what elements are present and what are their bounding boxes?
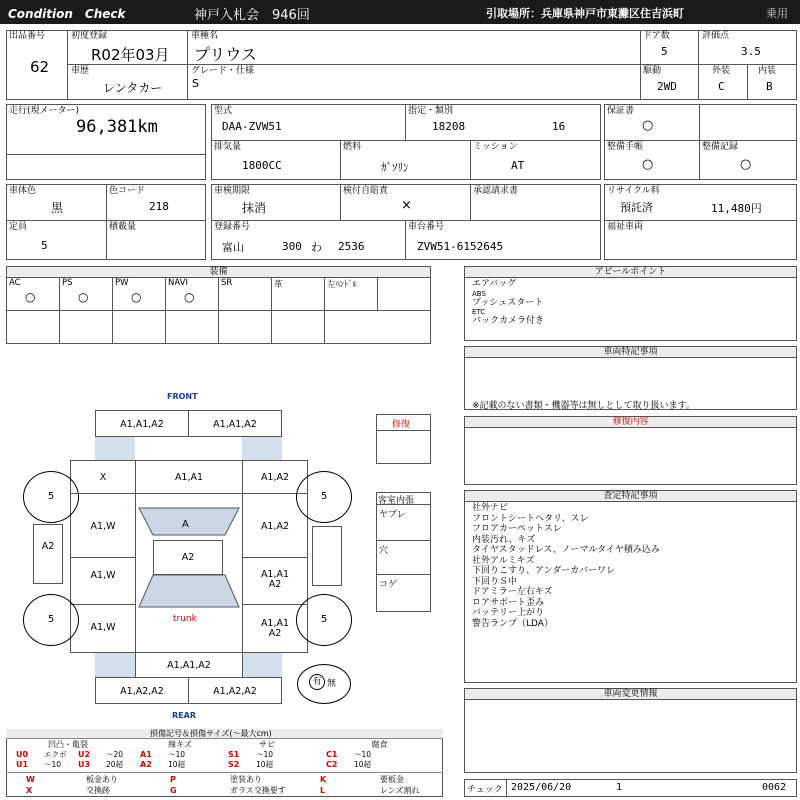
check-serial: 0062 bbox=[762, 782, 787, 793]
reg-class: 300 bbox=[282, 240, 302, 253]
legend-code: X bbox=[26, 786, 33, 795]
first-reg-value: R02年03月 bbox=[91, 46, 170, 64]
rear-right-door[interactable]: A1,A1 A2 bbox=[242, 557, 308, 605]
equipment-value-0: ○ bbox=[25, 290, 36, 304]
car-name-value: プリウス bbox=[194, 45, 257, 64]
rear-label: REAR bbox=[172, 711, 196, 720]
interior-grade: B bbox=[766, 80, 773, 93]
assessment-item: フロントシートヘタリ、スレ bbox=[472, 513, 589, 524]
equipment-title: 装備 bbox=[6, 266, 431, 278]
brand-title: Condition Check bbox=[8, 7, 126, 21]
equipment-label-4: SR bbox=[221, 278, 233, 288]
appeal-title: アピールポイント bbox=[464, 266, 797, 278]
legend-desc: 10超 bbox=[256, 760, 274, 769]
exterior-label: 外装 bbox=[712, 66, 731, 76]
left-side-panel[interactable]: A2 bbox=[33, 524, 63, 584]
check-date: 2025/06/20 bbox=[511, 782, 572, 793]
chassis-value: ZVW51-6152645 bbox=[417, 240, 504, 253]
mileage-value: 96,381km bbox=[76, 117, 158, 137]
legend-desc: 10超 bbox=[168, 760, 186, 769]
legend-desc: 交換跡 bbox=[86, 786, 110, 795]
front-bumper-left[interactable]: A1,A1,A2 bbox=[95, 410, 189, 437]
legend-desc: レンズ割れ bbox=[380, 786, 420, 795]
score-value: 3.5 bbox=[741, 45, 761, 58]
mission-label: ミッション bbox=[473, 142, 518, 152]
equipment-label-0: AC bbox=[9, 278, 21, 288]
doors-value: 5 bbox=[661, 45, 668, 58]
legend-code: K bbox=[320, 775, 327, 784]
assessment-title: 査定特記事項 bbox=[464, 490, 797, 502]
maintenance-book-label: 整備手帳 bbox=[607, 142, 644, 152]
capacity-value: 5 bbox=[41, 239, 48, 252]
equipment-label-1: PS bbox=[62, 278, 73, 288]
tire-rear-left[interactable]: 5 bbox=[23, 594, 79, 646]
displacement-label: 排気量 bbox=[214, 142, 242, 152]
rear-bumper-right[interactable]: A1,A2,A2 bbox=[188, 677, 282, 704]
registration-box bbox=[211, 184, 601, 260]
recycle-status: 預託済 bbox=[620, 201, 653, 214]
legend-desc: ～10 bbox=[44, 760, 62, 769]
doors-label: ドア数 bbox=[643, 31, 670, 41]
front-bumper-right[interactable]: A1,A1,A2 bbox=[188, 410, 282, 437]
chassis-label: 車台番号 bbox=[408, 222, 445, 232]
designation-label: 指定・類別 bbox=[408, 106, 454, 116]
spare-absent-label: 無 bbox=[327, 679, 337, 689]
inspection-value: 抹消 bbox=[242, 201, 267, 215]
interior-label: 内装 bbox=[758, 66, 777, 76]
drive-value: 2WD bbox=[657, 80, 677, 93]
rear-right-quarter[interactable]: A1,A1 A2 bbox=[242, 604, 308, 653]
assessment-item: 下回りＳ中 bbox=[472, 576, 518, 587]
front-right-fender[interactable]: A1,A2 bbox=[242, 460, 308, 494]
first-reg-label: 初度登録 bbox=[71, 31, 108, 41]
front-right-door[interactable]: A1,A2 bbox=[242, 493, 308, 558]
exterior-grade: C bbox=[718, 80, 725, 93]
fuel-label: 燃料 bbox=[343, 142, 362, 152]
warranty-label: 保証書 bbox=[607, 106, 635, 116]
appeal-item: プッシュスタート bbox=[472, 297, 544, 308]
body-color-value: 黒 bbox=[51, 201, 64, 215]
legend-group-1: 線キズ bbox=[168, 740, 192, 749]
legend-code: U1 bbox=[16, 760, 29, 769]
assessment-item: ロアサポート歪み bbox=[472, 597, 545, 608]
legend-desc: 10超 bbox=[354, 760, 372, 769]
assessment-item: フロアカーペットスレ bbox=[472, 524, 562, 534]
rear-left-quarter[interactable]: A1,W bbox=[70, 604, 136, 653]
rear-bumper-left[interactable]: A1,A2,A2 bbox=[95, 677, 189, 704]
mileage-label: 走行(現メーター) bbox=[9, 106, 80, 116]
legend-code: C1 bbox=[326, 750, 338, 759]
recycle-fee: 11,480円 bbox=[711, 202, 762, 215]
repair-box bbox=[464, 427, 797, 485]
tire-front-left[interactable]: 5 bbox=[23, 471, 79, 523]
repair-mark-label: 修復 bbox=[392, 420, 411, 430]
hood-panel[interactable]: A1,A1 bbox=[135, 460, 243, 494]
right-side-panel[interactable] bbox=[312, 526, 342, 586]
recycle-label: リサイクル料 bbox=[607, 186, 660, 196]
legend-code: U2 bbox=[78, 750, 91, 759]
legend-code: L bbox=[320, 786, 326, 795]
special-note: ※記載のない書類・機器等は無しとして取り扱います。 bbox=[472, 401, 695, 411]
liability-label: 検付自賠責 bbox=[343, 186, 389, 196]
change-box bbox=[464, 699, 797, 773]
displacement-value: 1800CC bbox=[242, 159, 282, 172]
legend-code: W bbox=[26, 775, 35, 784]
legend-code: G bbox=[170, 786, 177, 795]
load-label: 積載量 bbox=[109, 222, 137, 232]
trunk-label[interactable]: trunk bbox=[173, 614, 197, 624]
fuel-value: ｶﾞｿﾘﾝ bbox=[381, 161, 409, 174]
maintenance-book-value: ○ bbox=[642, 157, 654, 172]
equipment-label-2: PW bbox=[115, 278, 129, 288]
tire-front-right[interactable]: 5 bbox=[296, 471, 352, 523]
front-left-fender[interactable]: X bbox=[70, 460, 136, 494]
legend-code: P bbox=[170, 775, 176, 784]
legend-desc: 塗装あり bbox=[230, 775, 262, 784]
legend-title: 損傷記号＆損傷サイズ(～最大cm) bbox=[150, 729, 272, 738]
history-value: レンタカー bbox=[103, 81, 163, 95]
interior-hole-label: 穴 bbox=[379, 546, 389, 556]
legend-desc: エクボ bbox=[44, 750, 67, 759]
front-label: FRONT bbox=[167, 392, 198, 401]
legend-code: C2 bbox=[326, 760, 338, 769]
maintenance-record-value: ○ bbox=[740, 157, 752, 172]
color-code-value: 218 bbox=[149, 200, 169, 213]
designation-value: 18208 bbox=[432, 120, 466, 133]
legend-desc: 要板金 bbox=[380, 775, 404, 784]
lot-label: 出品番号 bbox=[9, 31, 46, 41]
windshield-label[interactable]: A bbox=[182, 519, 189, 530]
welfare-label: 福祉車両 bbox=[607, 222, 644, 232]
equipment-value-1: ○ bbox=[78, 290, 89, 304]
legend-code: S1 bbox=[228, 750, 240, 759]
interior-title: 客室内張 bbox=[378, 496, 415, 506]
assessment-item: 警告ランプ（LDA） bbox=[472, 618, 553, 629]
equipment-value-2: ○ bbox=[131, 290, 142, 304]
approval-label: 承認請求書 bbox=[473, 186, 519, 196]
check-label: チェック bbox=[467, 785, 503, 795]
appeal-item: バックカメラ付き bbox=[472, 316, 545, 326]
assessment-item: 社外アルミキズ bbox=[472, 555, 535, 566]
appeal-item: ABS bbox=[472, 289, 486, 298]
capacity-label: 定員 bbox=[9, 222, 28, 232]
body-color-label: 車体色 bbox=[9, 186, 37, 196]
reg-number: 2536 bbox=[338, 240, 365, 253]
model-label: 型式 bbox=[214, 106, 233, 116]
score-label: 評価点 bbox=[702, 31, 730, 41]
rear-left-door[interactable]: A1,W bbox=[70, 557, 136, 605]
equipment-label-5: 革 bbox=[274, 280, 283, 290]
interior-tear-label: ヤブレ bbox=[379, 510, 406, 520]
spare-present-mark: 有 bbox=[309, 674, 325, 690]
history-label: 車歴 bbox=[71, 66, 90, 76]
repair-title: 修復内容 bbox=[464, 416, 797, 428]
legend-desc: ～10 bbox=[256, 750, 274, 759]
auction-title: 神戸入札会 946回 bbox=[194, 8, 310, 23]
front-left-door[interactable]: A1,W bbox=[70, 493, 136, 558]
legend-desc: ～20 bbox=[106, 750, 124, 759]
model-value: DAA-ZVW51 bbox=[222, 120, 282, 133]
category-number: 16 bbox=[552, 120, 566, 133]
equipment-value-3: ○ bbox=[184, 290, 195, 304]
assessment-list bbox=[472, 503, 660, 629]
legend-desc: ガラス交換要す bbox=[230, 786, 286, 795]
legend-code: A2 bbox=[140, 760, 152, 769]
assessment-item: 下回りこすり、アンダーカバーワレ bbox=[472, 566, 616, 576]
pickup-location: 引取場所：兵庫県神戸市東灘区住吉浜町 bbox=[486, 7, 684, 20]
mission-value: AT bbox=[511, 159, 525, 172]
interior-burn-label: コゲ bbox=[379, 580, 398, 590]
assessment-item: 社外ナビ bbox=[472, 503, 509, 513]
check-number: 1 bbox=[616, 782, 623, 793]
reg-area: 富山 bbox=[222, 241, 244, 254]
legend-desc: 板金あり bbox=[86, 775, 118, 784]
category-label: 乗用 bbox=[766, 7, 788, 20]
legend-group-0: 凹凸・亀裂 bbox=[48, 740, 88, 749]
car-name-label: 車種名 bbox=[191, 31, 219, 41]
equipment-label-6: 左ﾊﾝﾄﾞﾙ bbox=[327, 280, 357, 290]
reg-kana: わ bbox=[311, 241, 322, 254]
legend-code: U0 bbox=[16, 750, 29, 759]
maintenance-record-label: 整備記録 bbox=[702, 142, 739, 152]
color-code-label: 色コード bbox=[109, 186, 146, 196]
legend-code: A1 bbox=[140, 750, 152, 759]
assessment-item: 内装汚れ、キズ bbox=[472, 534, 536, 545]
rear-panel[interactable]: A1,A1,A2 bbox=[135, 652, 243, 678]
appeal-list bbox=[472, 279, 544, 327]
warranty-value: ○ bbox=[642, 118, 654, 133]
inspection-label: 車検期限 bbox=[214, 186, 251, 196]
assessment-item: ドアミラー左右キズ bbox=[472, 587, 553, 597]
appeal-item: ETC bbox=[472, 308, 486, 316]
appeal-item: エアバッグ bbox=[472, 279, 517, 289]
equipment-label-3: NAVI bbox=[168, 278, 188, 288]
legend-code: S2 bbox=[228, 760, 240, 769]
legend-code: U3 bbox=[78, 760, 91, 769]
assessment-item: バッテリー上がり bbox=[472, 608, 545, 618]
change-title: 車両変更情報 bbox=[464, 688, 797, 700]
header-bar bbox=[0, 0, 800, 24]
grade-value: S bbox=[192, 77, 199, 90]
special-title: 車両特記事項 bbox=[464, 346, 797, 358]
legend-group-2: サビ bbox=[259, 740, 275, 749]
legend-desc: 20超 bbox=[106, 760, 124, 769]
liability-value: × bbox=[401, 198, 412, 213]
tire-rear-right[interactable]: 5 bbox=[296, 594, 352, 646]
legend-group-3: 腐食 bbox=[371, 740, 388, 749]
grade-label: グレード・仕様 bbox=[191, 66, 255, 76]
lot-number: 62 bbox=[30, 58, 50, 76]
assessment-item: タイヤスタッドレス、ノーマルタイヤ積み込み bbox=[472, 545, 660, 555]
legend-desc: ～10 bbox=[168, 750, 186, 759]
reg-number-label: 登録番号 bbox=[214, 222, 251, 232]
drive-label: 駆動 bbox=[643, 66, 662, 76]
roof-panel[interactable]: A2 bbox=[153, 540, 223, 575]
legend-desc: ～10 bbox=[354, 750, 372, 759]
